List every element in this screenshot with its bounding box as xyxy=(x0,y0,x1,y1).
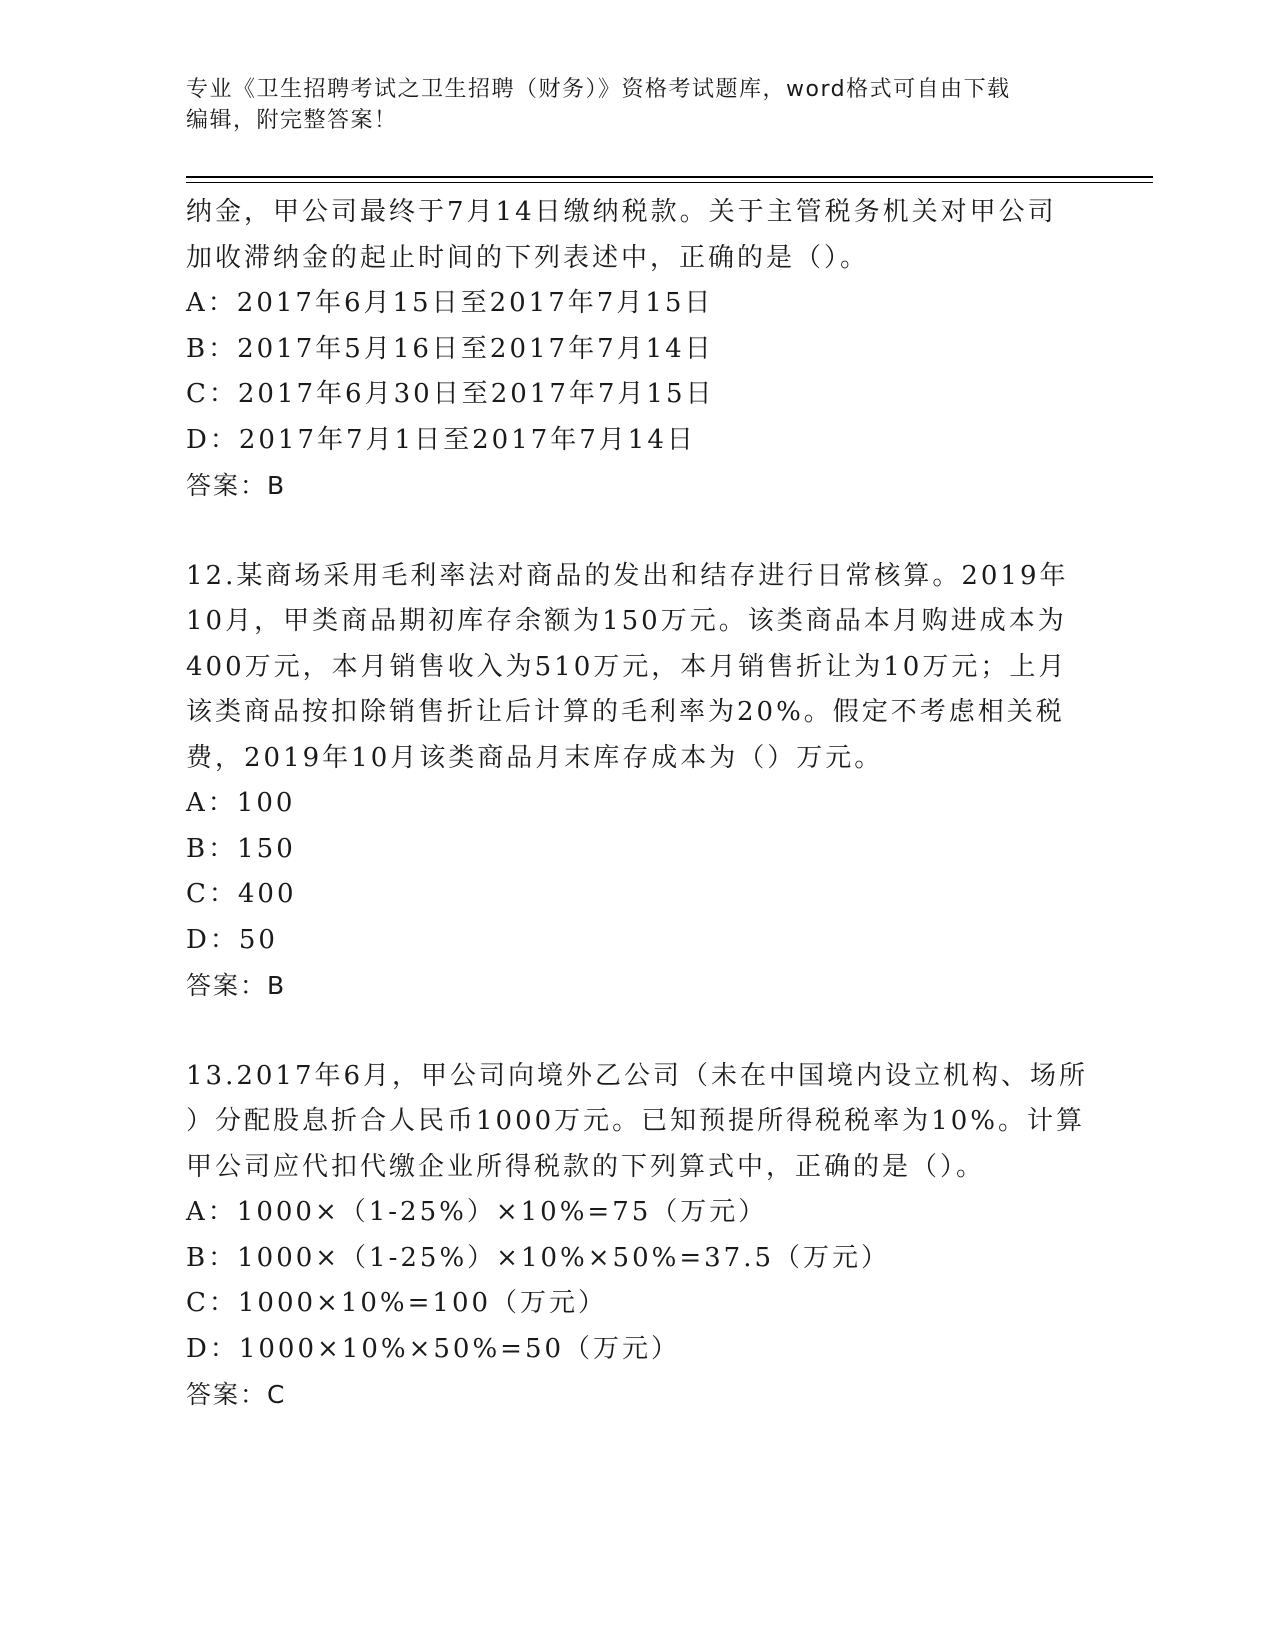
answer-line: 答案：B xyxy=(186,471,287,500)
question-stem-line: 纳金，甲公司最终于7月14日缴纳税款。关于主管税务机关对甲公司 xyxy=(186,197,1057,227)
question-13 xyxy=(186,1054,1089,1418)
option-b: B：150 xyxy=(186,833,296,864)
question-stem-line: ）分配股息折合人民币1000万元。已知预提所得税税率为10%。计算 xyxy=(186,1106,1085,1136)
document-header xyxy=(186,74,1066,136)
option-a: A：1000×（1-25%）×10%=75（万元） xyxy=(186,1197,768,1227)
header-line-1: 专业《卫生招聘考试之卫生招聘（财务）》资格考试题库，word格式可自由下载 xyxy=(186,77,1011,102)
question-stem-line: 加收滞纳金的起止时间的下列表述中，正确的是（）。 xyxy=(186,242,870,273)
option-c: C：1000×10%=100（万元） xyxy=(186,1288,608,1318)
header-rule-thick xyxy=(186,176,1153,178)
question-stem-line: 400万元，本月销售收入为510万元，本月销售折让为10万元；上月 xyxy=(186,651,1068,682)
header-rule-thin xyxy=(186,182,1153,183)
option-c: C：2017年6月30日至2017年7月15日 xyxy=(186,379,715,409)
question-stem-line: 甲公司应代扣代缴企业所得税款的下列算式中，正确的是（）。 xyxy=(186,1151,986,1182)
option-d: D：50 xyxy=(186,924,278,955)
question-11 xyxy=(186,190,1086,509)
document-body xyxy=(186,190,1089,1418)
question-stem-line: 10月，甲类商品期初库存余额为150万元。该类商品本月购进成本为 xyxy=(186,606,1067,636)
question-stem-line: 费，2019年10月该类商品月末库存成本为（）万元。 xyxy=(186,742,884,773)
option-b: B：2017年5月16日至2017年7月14日 xyxy=(186,333,714,364)
header-line-2: 编辑，附完整答案！ xyxy=(186,108,398,133)
question-stem-line: 13.2017年6月，甲公司向境外乙公司（未在中国境内设立机构、场所 xyxy=(186,1060,1089,1091)
answer-line: 答案：B xyxy=(186,971,287,1000)
answer-line: 答案：C xyxy=(186,1380,287,1409)
question-stem-line: 12.某商场采用毛利率法对商品的发出和结存进行日常核算。2019年 xyxy=(186,560,1069,591)
option-d: D：2017年7月1日至2017年7月14日 xyxy=(186,424,696,455)
question-12 xyxy=(186,554,1086,1009)
spacer xyxy=(186,509,1086,554)
option-b: B：1000×（1-25%）×10%×50%=37.5（万元） xyxy=(186,1242,891,1273)
spacer xyxy=(186,1009,1086,1054)
option-c: C：400 xyxy=(186,879,297,909)
question-stem-line: 该类商品按扣除销售折让后计算的毛利率为20%。假定不考虑相关税 xyxy=(186,697,1065,727)
option-a: A：2017年6月15日至2017年7月15日 xyxy=(186,288,714,318)
option-d: D：1000×10%×50%=50（万元） xyxy=(186,1333,681,1364)
option-a: A：100 xyxy=(186,788,296,818)
